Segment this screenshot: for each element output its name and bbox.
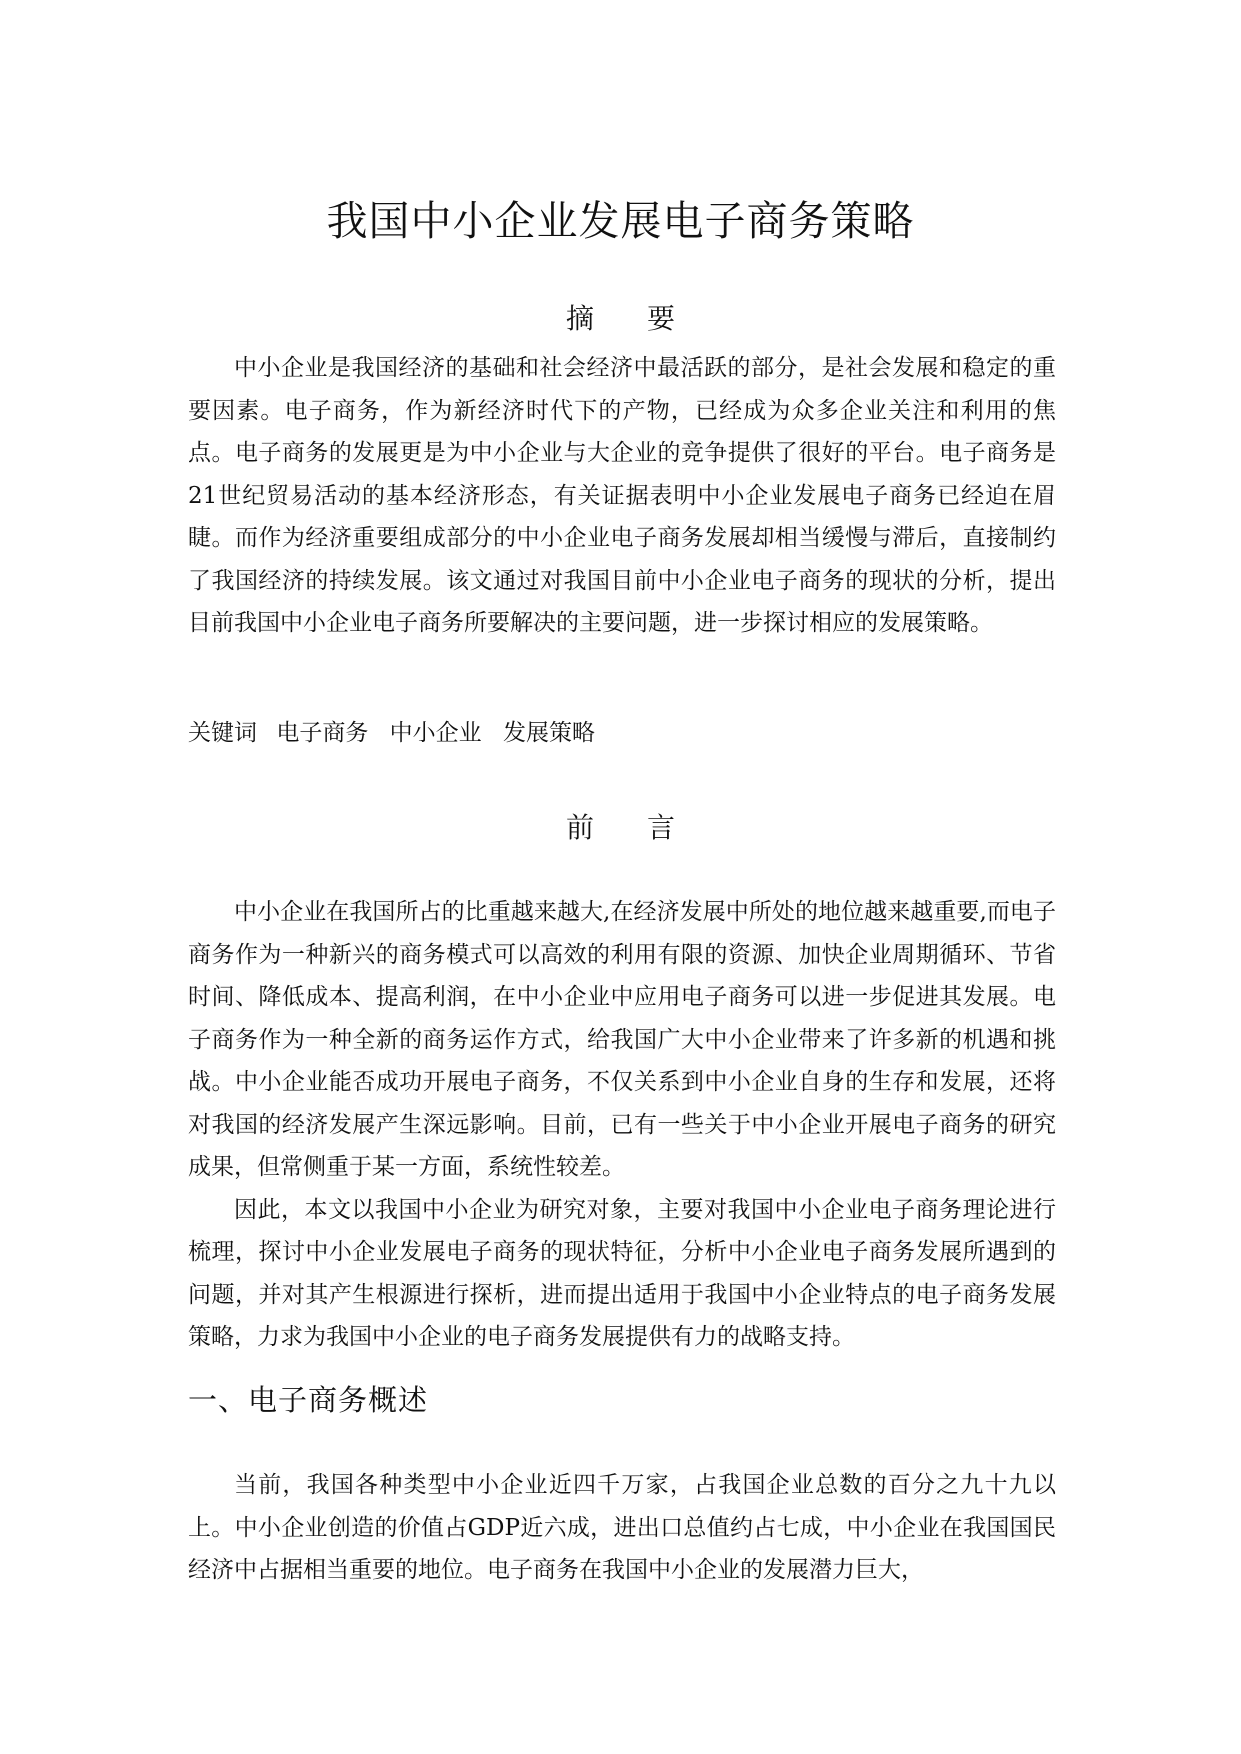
- preface-body: [188, 891, 1056, 1359]
- chapter-heading: 一、电子商务概述: [188, 1383, 429, 1417]
- chapter-paragraph: 当前，我国各种类型中小企业近四千万家，占我国企业总数的百分之九十九以上。中小企业创造的价值占GDP近六成，进出口总值约占七成，中小企业在我国国民经济中占据相当重要的地位。电子商务在我国中小企业的发展潜力巨大，: [188, 1472, 1056, 1583]
- preface-heading: 前 言: [566, 811, 697, 844]
- keywords-line: [188, 712, 1056, 754]
- document-title: 我国中小企业发展电子商务策略: [326, 197, 915, 245]
- abstract-body: [188, 347, 1056, 645]
- keyword-item: 电子商务: [276, 720, 369, 746]
- keyword-item: 中小企业: [389, 720, 482, 746]
- keywords-label: 关键词: [188, 720, 257, 746]
- keyword-item: 发展策略: [502, 720, 595, 746]
- abstract-heading: 摘 要: [566, 302, 697, 335]
- chapter-body: [188, 1464, 1056, 1592]
- abstract-paragraph: 中小企业是我国经济的基础和社会经济中最活跃的部分，是社会发展和稳定的重要因素。电子商务，作为新经济时代下的产物，已经成为众多企业关注和利用的焦点。电子商务的发展更是为中小企业与大企业的竞争提供了很好的平台。电子商务是21世纪贸易活动的基本经济形态，有关证据表明中小企业发展电子商务已经迫在眉睫。而作为经济重要组成部分的中小企业电子商务发展却相当缓慢与滞后，直接制约了我国经济的持续发展。该文通过对我国目前中小企业电子商务的现状的分析，提出目前我国中小企业电子商务所要解决的主要问题，进一步探讨相应的发展策略。: [188, 355, 1056, 636]
- preface-paragraph: 因此，本文以我国中小企业为研究对象，主要对我国中小企业电子商务理论进行梳理，探讨中小企业发展电子商务的现状特征，分析中小企业电子商务发展所遇到的问题，并对其产生根源进行探析，进而提出适用于我国中小企业特点的电子商务发展策略，力求为我国中小企业的电子商务发展提供有力的战略支持。: [188, 1196, 1056, 1350]
- preface-paragraph: 中小企业在我国所占的比重越来越大,在经济发展中所处的地位越来越重要,而电子商务作为一种新兴的商务模式可以高效的利用有限的资源、加快企业周期循环、节省时间、降低成本、提高利润，在中小企业中应用电子商务可以进一步促进其发展。电子商务作为一种全新的商务运作方式，给我国广大中小企业带来了许多新的机遇和挑战。中小企业能否成功开展电子商务，不仅关系到中小企业自身的生存和发展，还将对我国的经济发展产生深远影响。目前，已有一些关于中小企业开展电子商务的研究成果，但常侧重于某一方面，系统性较差。: [188, 899, 1056, 1180]
